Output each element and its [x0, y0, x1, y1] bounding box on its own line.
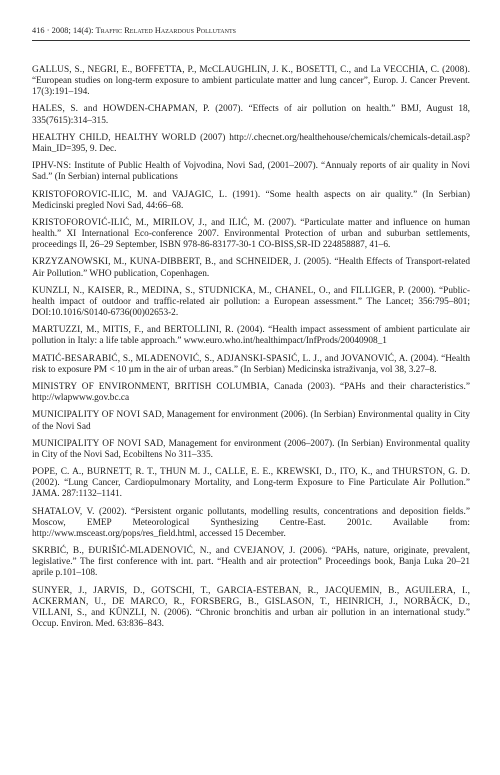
- reference-authors: HEALTHY CHILD, HEALTHY WORLD (2007): [32, 132, 226, 143]
- reference-entry: [32, 354, 470, 376]
- reference-entry: [32, 546, 470, 579]
- reference-entry: [32, 104, 470, 126]
- reference-authors: SUNYER, J., JARVIS, D., GOTSCHI, T., GARCIA-ESTEBAN, R., JACQUEMIN, B., AGUILERA, I., ACKERMAN, U., DE MARCO, R., FORSBERG, B., GISLASON, T., HEINRICH, J., NORBÄCK, D., VILLANI, S., and KÜNZLI, N. (2006).: [32, 585, 470, 618]
- reference-entry: [32, 507, 470, 540]
- reference-authors: KUNZLI, N., KAISER, R., MEDINA, S., STUDNICKA, M., CHANEL, O., and FILLIGER, P. (2000).: [32, 285, 436, 296]
- reference-text: “Particulate matter and influence on human health.” XI International Eco-conference 2007. Environmental Protection of urban and suburban settlements, proceedings II, 26–29 September, ISBN 978-86-83177-30-1 CO-BISS,SR-ID 224858887, 41–6.: [32, 217, 470, 251]
- reference-entry: [32, 382, 470, 404]
- reference-authors: MUNICIPALITY OF NOVI SAD,: [32, 410, 165, 421]
- journal-volume: 2008; 14(4):: [51, 26, 94, 35]
- reference-text: “Effects of air pollution on health.” BMJ, August 18, 335(7615):314–315.: [32, 104, 470, 126]
- reference-entry: [32, 218, 470, 251]
- reference-text: Institute of Public Health of Vojvodina, Novi Sad, (2001–2007). “Annualy reports of air quality in Novi Sad.” (In Serbian) internal publications: [32, 161, 470, 183]
- reference-entry: [32, 257, 470, 279]
- reference-text: http://.checnet.org/healthehouse/chemicals/chemicals-detail.asp?Main_ID=395, 9. Dec.: [32, 132, 470, 154]
- reference-entry: [32, 467, 470, 500]
- reference-authors: MATIĆ-BESARABIĆ, S., MLADENOVIĆ, S., ADJANSKI-SPASIĆ, L. J., and JOVANOVIĆ, A. (2004).: [32, 353, 439, 364]
- reference-authors: SHATALOV, V. (2002).: [32, 506, 127, 517]
- reference-text: “Health risk to exposure PM < 10 µm in the air of urban areas.” (In Serbian) Medicinska istraživanja, vol 38, 3.27–8.: [32, 353, 470, 375]
- page-number: 416: [32, 26, 45, 35]
- reference-authors: KRZYZANOWSKI, M., KUNA-DIBBERT, B., and SCHNEIDER, J. (2005).: [32, 257, 332, 268]
- reference-authors: GALLUS, S., NEGRI, E., BOFFETTA, P., McCLAUGHLIN, J. K., BOSETTI, C., and La VECCHIA, C. (2008).: [32, 65, 470, 75]
- reference-entry: [32, 161, 470, 183]
- reference-authors: SKRBIĆ, B., ĐURIŠIĆ-MLADENOVIĆ, N., and CVEJANOV, J. (2006).: [32, 546, 328, 557]
- reference-text: “PAHs, nature, originate, prevalent, legislative.” The first conference with int. part. “Health and air protection” Proceedings book, Banja Luka 20–21 aprile p.101–108.: [32, 546, 470, 579]
- reference-authors: POPE, C. A., BURNETT, R. T., THUN M. J., CALLE, E. E., KREWSKI, D., ITO, K., and THURSTON, G. D. (2002).: [32, 467, 470, 489]
- reference-authors: KRISTOFOROVIC-ILIC, M. and VAJAGIC, L. (1991).: [32, 189, 261, 200]
- reference-authors: MARTUZZI, M., MITIS, F., and BERTOLLINI, R. (2004).: [32, 325, 265, 336]
- reference-text: “Some health aspects on air quality.” (In Serbian) Medicinski pregled Novi Sad, 44:66–68.: [32, 189, 470, 211]
- reference-text: Management for environment (2006–2007). (In Serbian) Environmental quality in City of the Novi Sad, Ecobiltens No 311–335.: [32, 438, 470, 460]
- reference-entry: [32, 65, 470, 98]
- reference-entry: [32, 410, 470, 432]
- reference-text: “Lung Cancer, Cardiopulmonary Mortality, and Long-term Exposure to Fine Particulate Air Pollution.” JAMA. 287:1132–1141.: [32, 478, 470, 500]
- reference-text: “Health impact assessment of ambient particulate air pollution in Italy: a life table approach.” www.euro.who.int/healthimpact/InfProds/20040908_1: [32, 325, 470, 347]
- reference-authors: MUNICIPALITY OF NOVI SAD,: [32, 438, 166, 449]
- reference-text: “Health Effects of Transport-related Air Pollution.” WHO publication, Copenhagen.: [32, 257, 471, 279]
- reference-entry: [32, 586, 470, 630]
- journal-title: Traffic Related Hazardous Pollutants: [95, 26, 237, 35]
- reference-text: “Persistent organic pollutants, modelling results, concentrations and deposition fields.” Moscow, EMEP Meteorological Synthesizing Centre-East. 2001c. Available from: http://www.msceast.org/pops/res_field.html, accessed 15 December.: [32, 506, 470, 539]
- reference-authors: HALES, S. and HOWDEN-CHAPMAN, P. (2007).: [32, 104, 244, 115]
- reference-text: “Public-health impact of outdoor and traffic-related air pollution: a European assessment.” The Lancet; 356:795–801; DOI:10.1016/S0140-6736(00)02653-2.: [32, 285, 471, 318]
- reference-list: [32, 65, 470, 630]
- reference-entry: [32, 190, 470, 212]
- reference-text: “Chronic bronchitis and urban air pollution in an international study.” Occup. Environ. Med. 63:836–843.: [32, 607, 470, 629]
- reference-text: “European studies on long-term exposure to ambient particulate matter and lung cancer”, Europ. J. Cancer Prevent. 17(3):191–194.: [32, 76, 470, 98]
- reference-text: “PAHs and their characteristics.” http://wlapwww.gov.bc.ca: [32, 382, 470, 404]
- reference-entry: [32, 325, 470, 347]
- reference-text: Management for environment (2006). (In Serbian) Environmental quality in City of the Novi Sad: [32, 410, 470, 432]
- reference-authors: IPHV-NS:: [32, 161, 72, 172]
- reference-authors: KRISTOFOROVIĆ-ILIĆ, M., MIRILOV, J., and ILIĆ, M. (2007).: [32, 217, 297, 228]
- running-head: 416 · 2008; 14(4): Traffic Related Hazardous Pollutants: [32, 26, 470, 41]
- reference-entry: [32, 133, 470, 155]
- reference-entry: [32, 286, 470, 319]
- reference-entry: [32, 439, 470, 461]
- reference-authors: MINISTRY OF ENVIRONMENT, BRITISH COLUMBIA, Canada (2003).: [32, 382, 336, 393]
